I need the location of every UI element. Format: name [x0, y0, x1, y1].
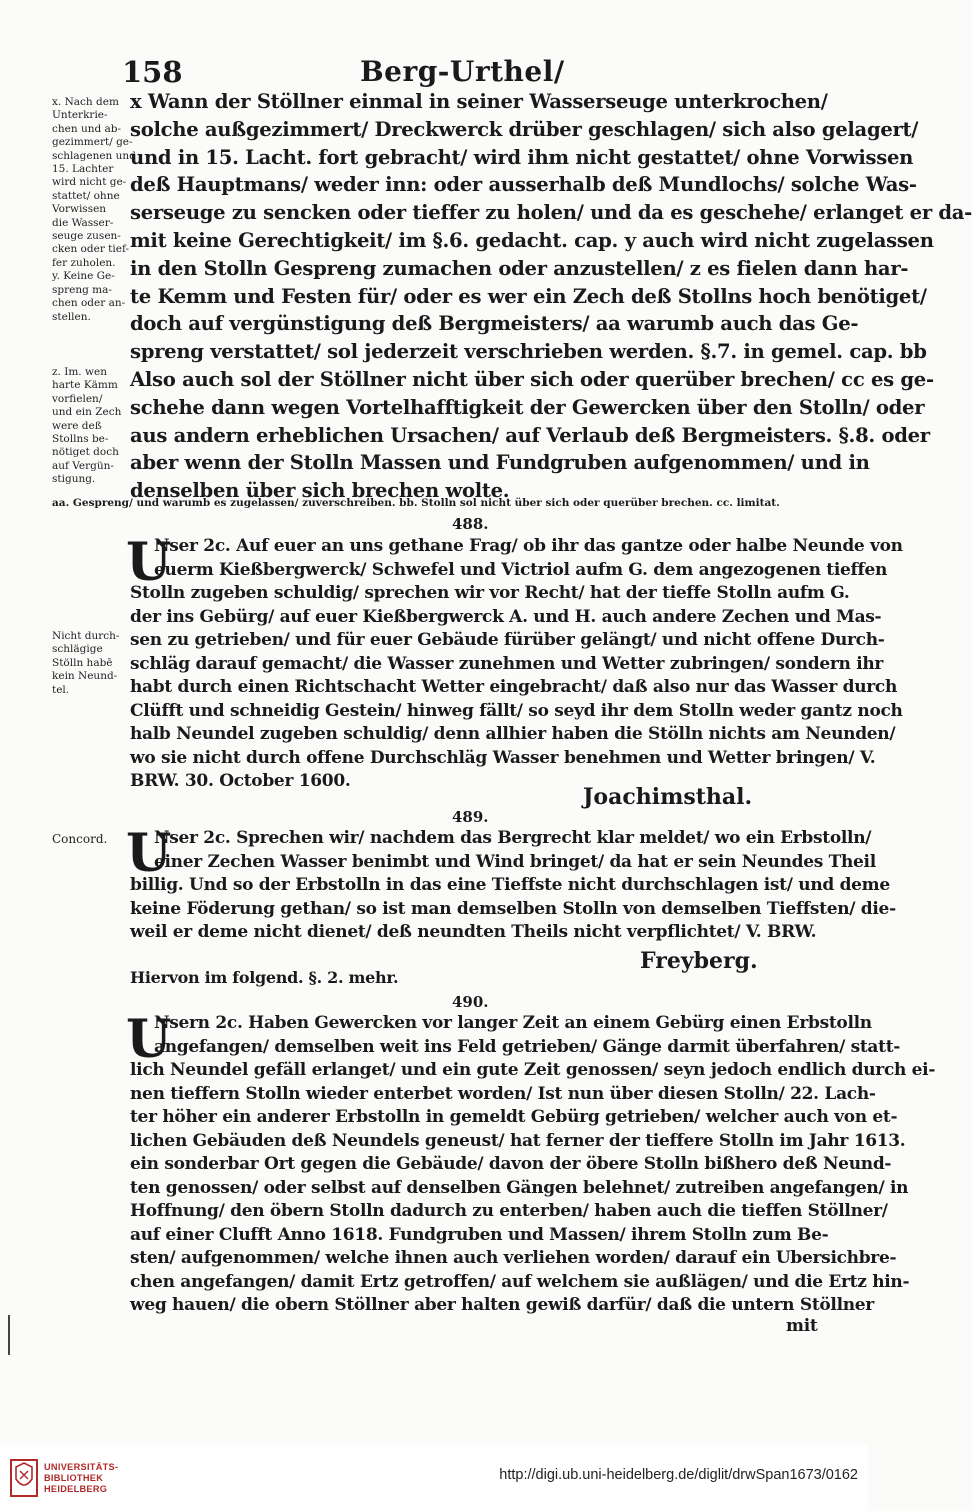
text-line: denselben über sich brechen wolte.	[130, 479, 510, 503]
margin-note-line: Nicht durch-	[52, 630, 120, 642]
text-line: Hoffnung/ den öbern Stolln dadurch zu enterben/ haben auch die tieffen Stöllner/	[130, 1201, 888, 1221]
margin-note-line: nötiget doch	[52, 446, 119, 459]
text-line: Clüfft und schneidig Gestein/ hinweg fällt/ so seyd ihr dem Stolln weder gantz noch	[130, 700, 903, 721]
margin-note-2	[52, 366, 126, 487]
drop-cap-488: U	[126, 532, 172, 593]
text-line: Nser 2c. Sprechen wir/ nachdem das Bergrecht klar meldet/ wo ein Erbstolln/	[154, 828, 872, 848]
page-number: 158	[122, 55, 183, 89]
text-line: wo sie nicht durch offene Durchschläg Wasser benehmen und Wetter bringen/ V.	[130, 747, 876, 768]
place-joachimsthal: Joachimsthal.	[583, 784, 753, 810]
margin-note-1	[52, 96, 136, 324]
margin-note-4	[52, 833, 126, 846]
text-line: ein sonderbar Ort gegen die Gebäude/ davon der öbere Stolln bißhero deß Neund-	[130, 1154, 892, 1174]
text-line: x Wann der Stöllner einmal in seiner Wasserseuge unterkrochen/	[130, 90, 828, 113]
margin-note-line: schlägige	[52, 643, 103, 656]
margin-note-line: x. Nach dem	[52, 96, 119, 108]
paragraph-488	[130, 535, 903, 794]
paragraph-490	[130, 1012, 936, 1318]
margin-note-line: gezimmert/ ge-	[52, 136, 133, 149]
text-line: und in 15. Lacht. fort gebracht/ wird ihm nicht gestattet/ ohne Vorwissen	[130, 145, 914, 169]
text-line: habt durch einen Richtschacht Wetter eingebracht/ daß also nur das Wasser durch	[130, 677, 898, 697]
text-line: serseuge zu sencken oder tieffer zu holen/ und da es geschehe/ erlanget er da-	[130, 201, 972, 225]
place-freyberg: Freyberg.	[640, 948, 758, 974]
text-line: spreng verstattet/ sol jederzeit verschrieben werden. §.7. in gemel. cap. bb	[130, 340, 927, 364]
text-line: solche außgezimmert/ Dreckwerck drüber geschlagen/ sich also gelagert/	[130, 117, 919, 141]
text-line: einer Zechen Wasser benimbt und Wind bringet/ da hat er sein Neundes Theil	[154, 851, 876, 872]
text-line: in den Stolln Gespreng zumachen oder anzustellen/ z es fielen dann har-	[130, 256, 909, 280]
margin-note-line: und ein Zech	[52, 406, 122, 419]
text-line: chen angefangen/ damit Ertz getroffen/ auf welchem sie außlägen/ und die Ertz hin-	[130, 1271, 910, 1292]
page-url-link[interactable]: http://digi.ub.uni-heidelberg.de/diglit/drwSpan1673/0162	[499, 1467, 858, 1483]
viewer-footer	[0, 1445, 868, 1511]
section-number-489: 489.	[452, 808, 489, 826]
margin-note-line: Stollns be-	[52, 433, 109, 446]
text-line: euerm Kießbergwerck/ Schwefel und Victriol aufm G. dem angezogenen tieffen	[154, 559, 888, 580]
paragraph-487	[130, 88, 972, 505]
margin-note-line: chen und ab-	[52, 122, 122, 135]
text-line: der ins Gebürg/ auf euer Kießbergwerck A. und H. auch andere Zechen und Mas-	[130, 606, 882, 627]
text-line: halb Neundel zugeben schuldig/ denn allhier haben die Stölln nichts am Neunden/	[130, 724, 896, 744]
catchword: mit	[786, 1316, 818, 1336]
margin-note-line: schlagenen und	[52, 149, 136, 162]
margin-note-line: tel.	[52, 683, 70, 696]
text-line: billig. Und so der Erbstolln in das eine Tieffste nicht durchschlagen ist/ und deme	[130, 875, 890, 895]
text-line: lichen Gebäuden deß Neundels geneust/ hat ferner der tieffere Stolln im Jahr 1613.	[130, 1130, 906, 1151]
margin-note-line: stattet/ ohne	[52, 189, 120, 202]
text-line: Also auch sol der Stöllner nicht über sich oder querüber brechen/ cc es ge-	[130, 367, 934, 391]
text-line: te Kemm und Festen für/ oder es wer ein Zech deß Stollns hoch benötiget/	[130, 284, 927, 308]
margin-note-line: auf Vergün-	[52, 459, 114, 472]
text-line: doch auf vergünstigung deß Bergmeisters/ aa warumb auch das Ge-	[130, 312, 859, 336]
margin-note-line: Unterkrie-	[52, 109, 108, 122]
running-title: Berg-Urthel/	[360, 55, 565, 88]
margin-note-line: were deß	[52, 419, 102, 432]
text-line: nen tieffern Stolln wieder enterbet worden/ Ist nun über diesen Stolln/ 22. Lach-	[130, 1083, 876, 1104]
margin-note-line: 15. Lachter	[52, 163, 114, 176]
text-line: keine Föderung gethan/ so ist man demselben Stolln von demselben Tieffsten/ die-	[130, 898, 896, 919]
text-line: ter höher ein anderer Erbstolln in gemeldt Gebürg getrieben/ welcher auch von et-	[130, 1107, 898, 1127]
margin-note-line: cken oder tief-	[52, 243, 130, 256]
margin-note-line: die Wasser-	[52, 216, 114, 229]
text-line: Nser 2c. Auf euer an uns gethane Frag/ ob ihr das gantze oder halbe Neunde von	[154, 536, 903, 556]
margin-note-line: y. Keine Ge-	[52, 270, 115, 283]
margin-note-line: wird nicht ge-	[52, 176, 127, 189]
library-logo-text: UNIVERSITÄTS- BIBLIOTHEK HEIDELBERG	[44, 1462, 119, 1494]
section-number-488: 488.	[452, 515, 489, 533]
margin-note-line: kein Neund-	[52, 670, 118, 683]
margin-note-line: stellen.	[52, 310, 91, 323]
text-line: weil er deme nicht dienet/ deß neundten Theils nicht verpflichtet/ V. BRW.	[130, 922, 817, 942]
text-line: sen zu getrieben/ und für euer Gebäude fürüber gelängt/ und nicht offene Durch-	[130, 630, 885, 650]
margin-note-3	[52, 630, 126, 697]
section-number-490: 490.	[452, 993, 489, 1011]
margin-note-line: fer zuholen.	[52, 256, 116, 269]
margin-note-line: harte Kämm	[52, 379, 118, 392]
text-line: auf einer Clufft Anno 1618. Fundgruben und Massen/ ihrem Stolln zum Be-	[130, 1224, 829, 1245]
text-line: Stolln zugeben schuldig/ sprechen wir vor Recht/ hat der tieffe Stolln aufm G.	[130, 583, 850, 603]
text-line: lich Neundel gefäll erlanget/ und ein gute Zeit genossen/ seyn jedoch endlich durch ei-	[130, 1060, 936, 1080]
drop-cap-489: U	[126, 823, 172, 884]
text-line: weg hauen/ die obern Stöllner aber halten gewiß darfür/ daß die untern Stöllner	[130, 1295, 874, 1315]
margin-note-line: stigung.	[52, 473, 96, 486]
margin-note-line: Stölln habē	[52, 656, 113, 669]
text-line: aber wenn der Stolln Massen und Fundgruben aufgenommen/ und in	[130, 451, 870, 475]
text-line: ten genossen/ oder selbst auf denselben Gängen belehnet/ zutreiben angefangen/ in	[130, 1177, 909, 1198]
cross-reference: Hiervon im folgend. §. 2. mehr.	[130, 968, 399, 987]
margin-note-line: Concord.	[52, 832, 108, 846]
margin-note-line: z. Im. wen	[52, 366, 107, 378]
margin-note-line: vorfielen/	[52, 392, 103, 405]
university-seal-icon	[10, 1459, 38, 1497]
text-line: mit keine Gerechtigkeit/ im §.6. gedacht. cap. y auch wird nicht zugelassen	[130, 228, 934, 252]
margin-note-line: chen oder an-	[52, 297, 126, 310]
margin-note-line: Vorwissen	[52, 203, 107, 216]
text-line: sten/ aufgenommen/ welche ihnen auch verliehen worden/ darauf ein Ubersichbre-	[130, 1248, 897, 1268]
margin-note-line: seuge zusen-	[52, 230, 121, 243]
paragraph-489	[130, 827, 896, 945]
drop-cap-490: U	[126, 1009, 172, 1070]
text-line: schläg darauf gemacht/ die Wasser zunehmen und Wetter zubringen/ sondern ihr	[130, 653, 884, 674]
text-line: angefangen/ demselben weit ins Feld getrieben/ Gänge darmit überfahren/ statt-	[154, 1036, 901, 1057]
page-edge-mark	[8, 1315, 10, 1355]
text-line: Nsern 2c. Haben Gewercken vor langer Zeit an einem Gebürg einen Erbstolln	[154, 1013, 872, 1033]
text-line: deß Hauptmans/ weder inn: oder ausserhalb deß Mundlochs/ solche Was-	[130, 173, 917, 197]
margin-note-line: spreng ma-	[52, 283, 112, 296]
text-line: BRW. 30. October 1600.	[130, 771, 351, 791]
text-line: aus andern erheblichen Ursachen/ auf Verlaub deß Bergmeisters. §.8. oder	[130, 423, 930, 447]
footnote: aa. Gespreng/ und warumb es zugelassen/ zuverschreiben. bb. Stolln sol nicht über sich oder querüber brechen. cc. limitat.	[52, 497, 780, 509]
text-line: schehe dann wegen Vortelhafftigkeit der Gewercken über den Stolln/ oder	[130, 395, 925, 419]
